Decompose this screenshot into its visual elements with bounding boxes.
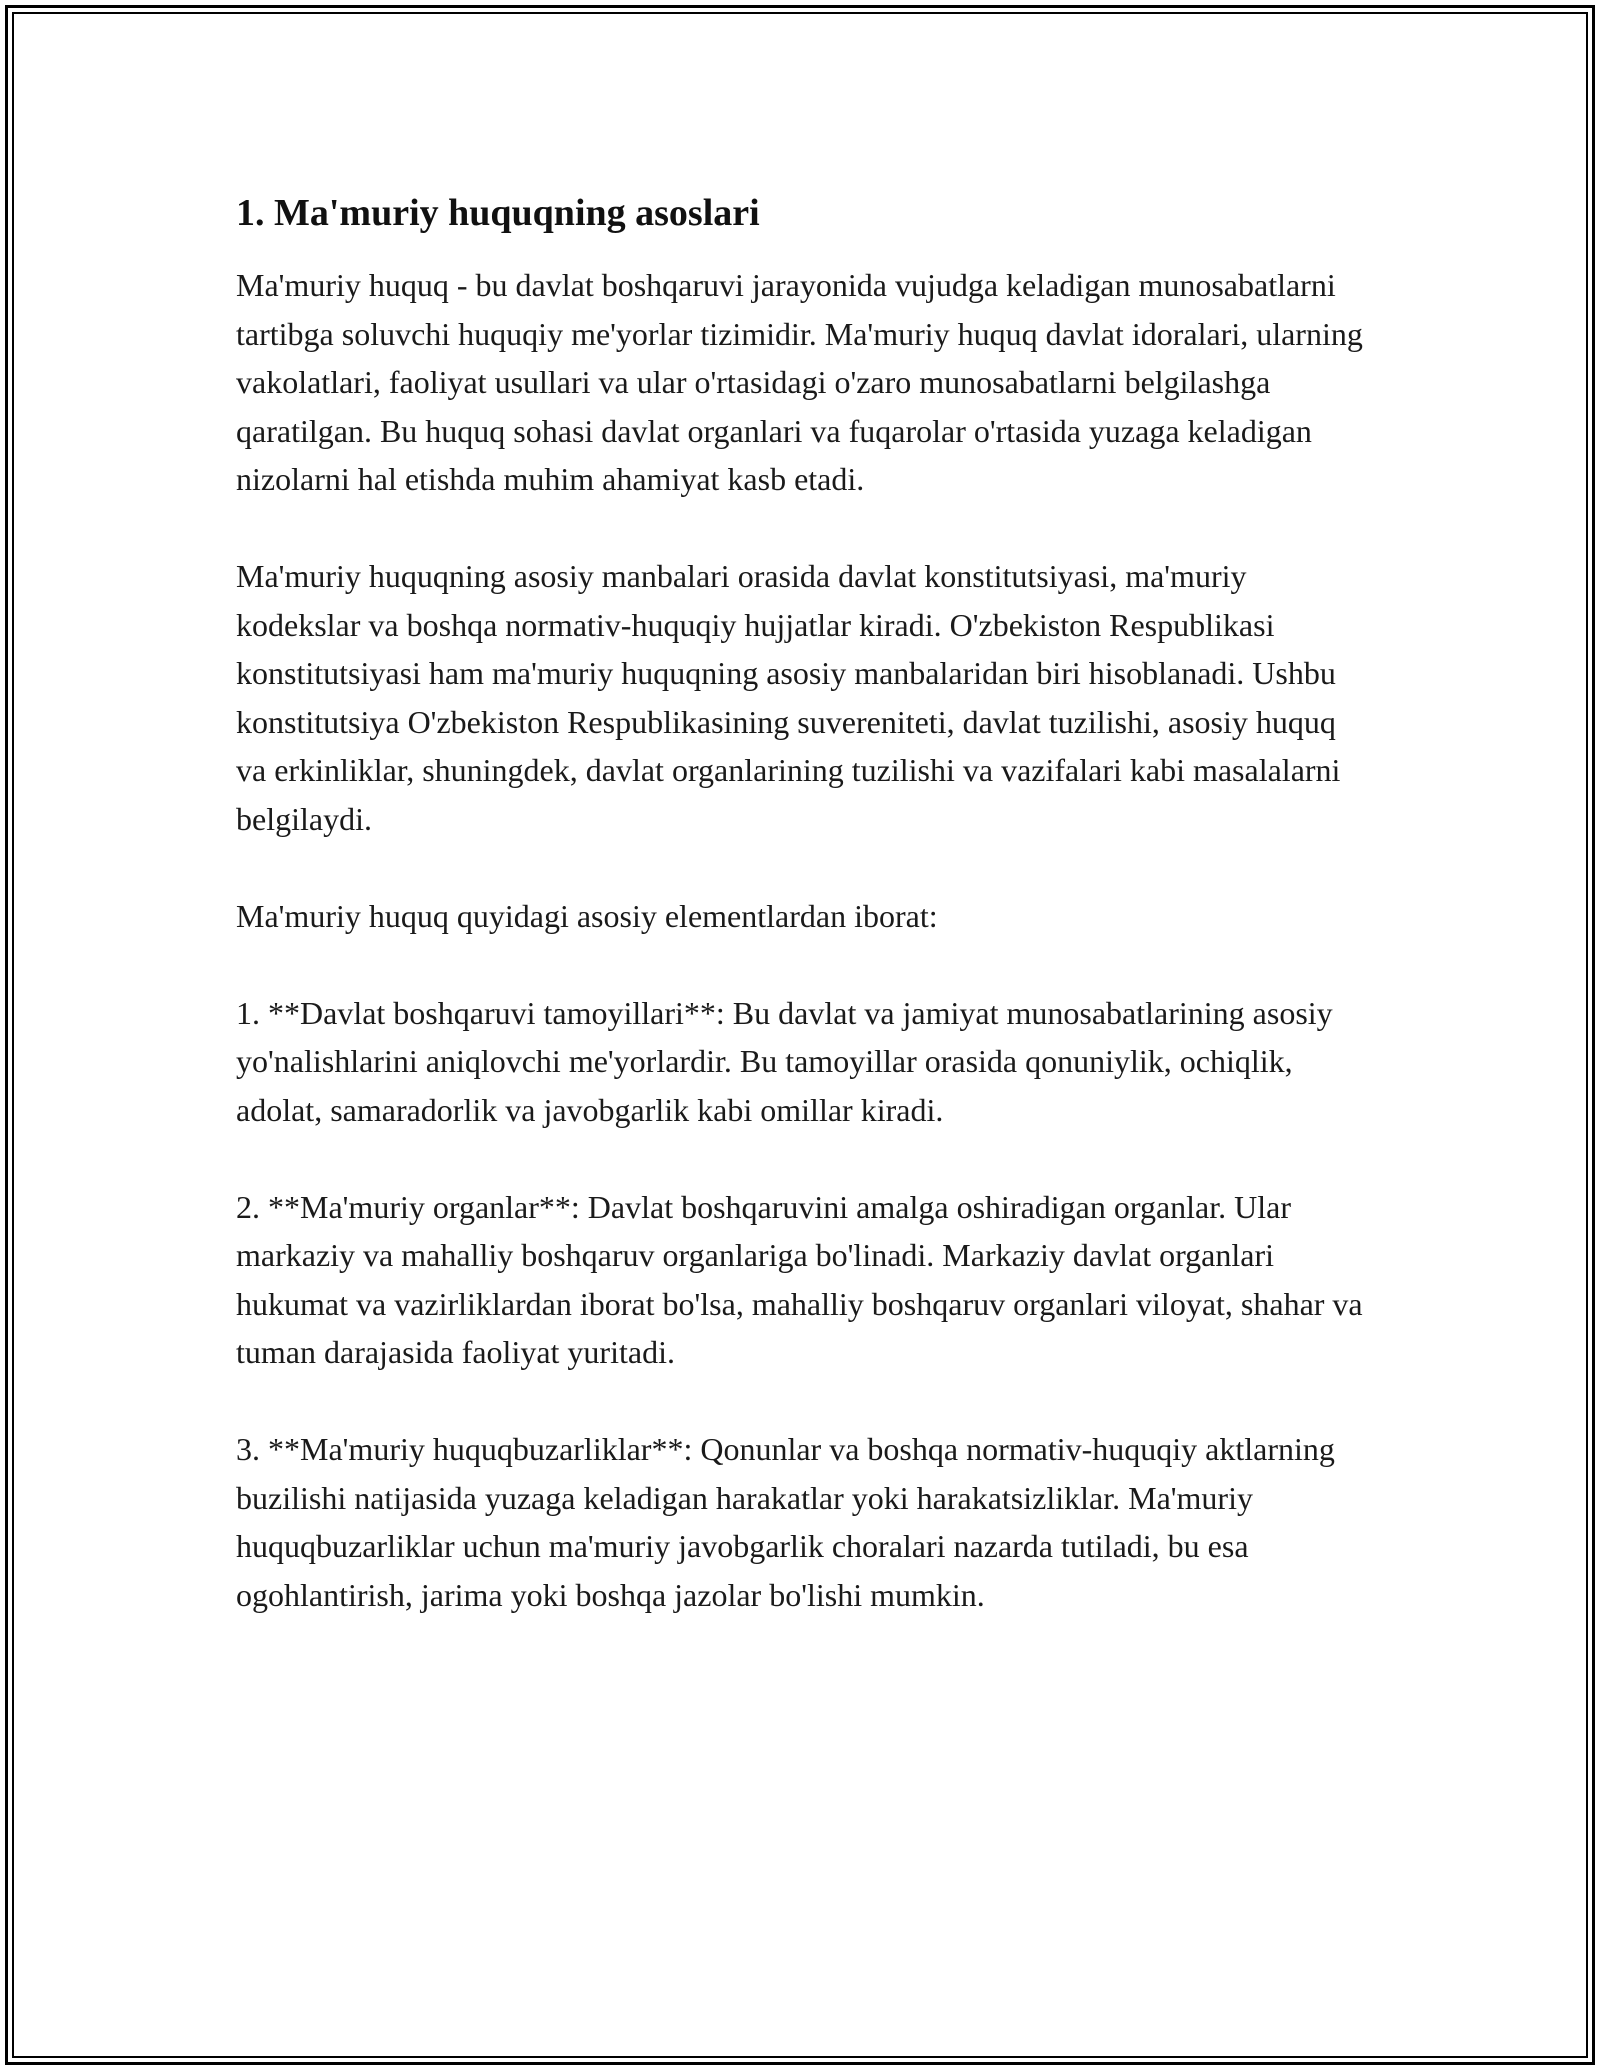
- section-heading: 1. Ma'muriy huquqning asoslari: [236, 192, 760, 234]
- paragraph-intro: Ma'muriy huquq - bu davlat boshqaruvi jarayonida vujudga keladigan munosabatlarni tartibga soluvchi huquqiy me'yorlar tizimidir. Ma'muriy huquq davlat idoralari, ularning vakolatlari, faoliyat usullari va ular o'rtasidagi o'zaro munosabatlarni belgilashga qaratilgan. Bu huquq sohasi davlat organlari va fuqarolar o'rtasida yuzaga keladigan nizolarni hal etishda muhim ahamiyat kasb etadi.: [236, 267, 1363, 497]
- list-item-principles: 1. **Davlat boshqaruvi tamoyillari**: Bu davlat va jamiyat munosabatlarining asosiy yo'nalishlarini aniqlovchi me'yorlardir. Bu tamoyillar orasida qonuniylik, ochiqlik, adolat, samaradorlik va javobgarlik kabi omillar kiradi.: [236, 994, 1333, 1128]
- document-body: [236, 188, 1366, 1668]
- list-item-offenses: 3. **Ma'muriy huquqbuzarliklar**: Qonunlar va boshqa normativ-huquqiy aktlarning buzilishi natijasida yuzaga keladigan harakatlar yoki harakatsizliklar. Ma'muriy huquqbuzarliklar uchun ma'muriy javobgarlik choralari nazarda tutiladi, bu esa ogohlantirish, jarima yoki boshqa jazolar bo'lishi mumkin.: [236, 1431, 1335, 1613]
- list-item-organs: 2. **Ma'muriy organlar**: Davlat boshqaruvini amalga oshiradigan organlar. Ular markaziy va mahalliy boshqaruv organlariga bo'linadi. Markaziy davlat organlari hukumat va vazirliklardan iborat bo'lsa, mahalliy boshqaruv organlari viloyat, shahar va tuman darajasida faoliyat yuritadi.: [236, 1188, 1363, 1370]
- paragraph-sources: Ma'muriy huquqning asosiy manbalari orasida davlat konstitutsiyasi, ma'muriy kodekslar va boshqa normativ-huquqiy hujjatlar kiradi. O'zbekiston Respublikasi konstitutsiyasi ham ma'muriy huquqning asosiy manbalaridan biri hisoblanadi. Ushbu konstitutsiya O'zbekiston Respublikasining suvereniteti, davlat tuzilishi, asosiy huquq va erkinliklar, shuningdek, davlat organlarining tuzilishi va vazifalari kabi masalalarni belgilaydi.: [236, 558, 1341, 837]
- paragraph-elements-lead: Ma'muriy huquq quyidagi asosiy elementlardan iborat:: [236, 897, 938, 934]
